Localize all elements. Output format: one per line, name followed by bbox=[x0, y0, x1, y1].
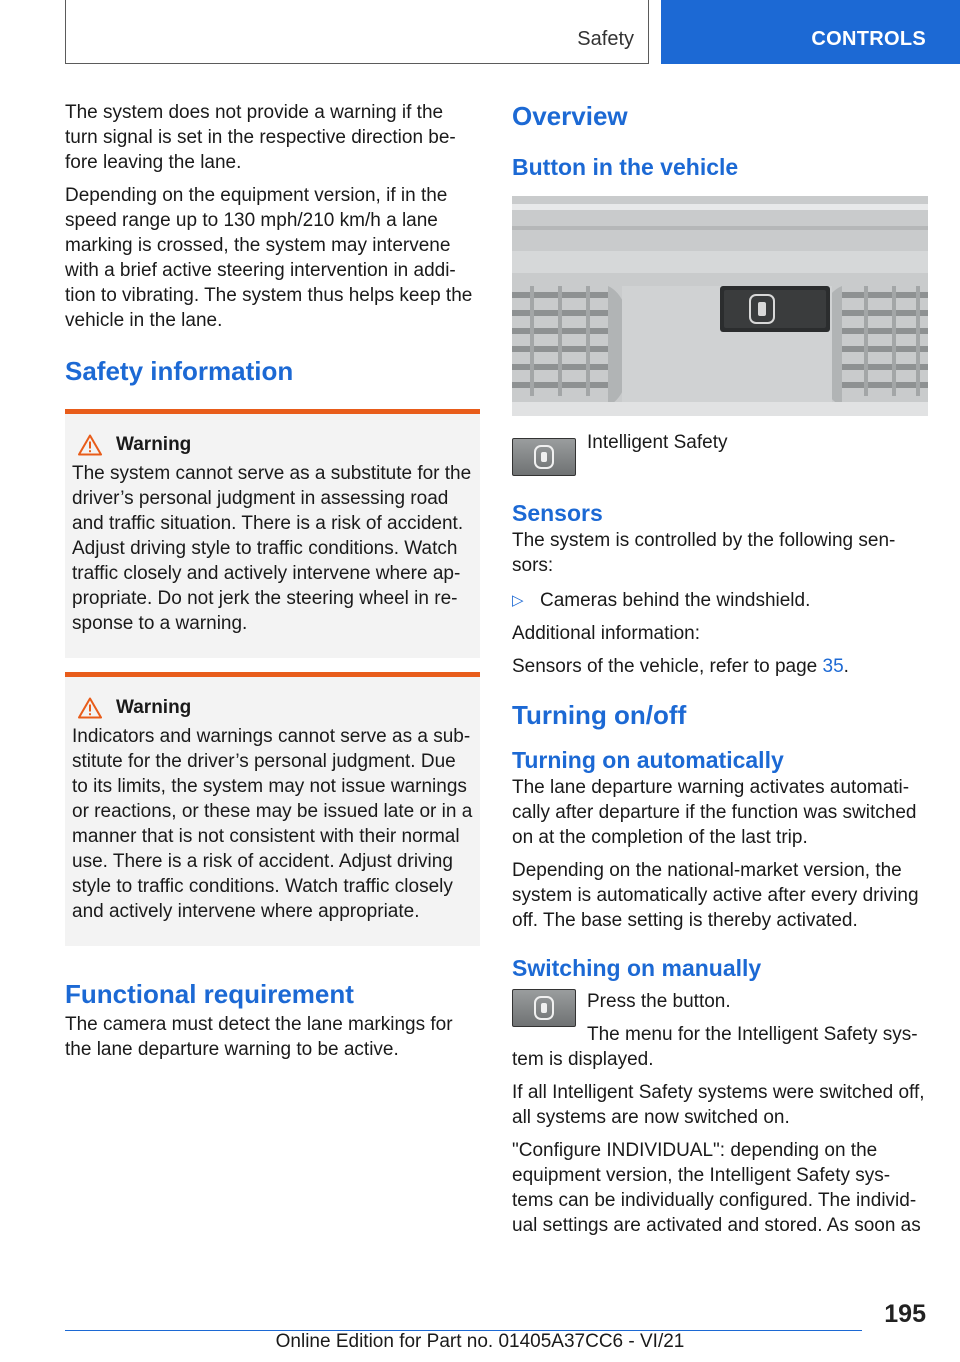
sensors-bullet-text: Cameras behind the windshield. bbox=[540, 590, 811, 611]
header-section-title: Safety bbox=[577, 28, 634, 50]
sensors-reference bbox=[512, 654, 928, 679]
additional-information-label: Additional information: bbox=[512, 623, 700, 644]
intelligent-safety-caption: Intelligent Safety bbox=[587, 432, 728, 453]
menu-displayed-text-a: The menu for the Intelligent Safety sys‐ bbox=[587, 1024, 918, 1045]
warning-title-text: Warning bbox=[116, 697, 192, 718]
functional-requirement-heading: Functional requirement bbox=[65, 979, 354, 1009]
page-number: 195 bbox=[884, 1300, 926, 1328]
intelligent-safety-legend bbox=[512, 434, 928, 476]
warning-text: The system cannot serve as a substitute for the driver’s personal judgment in assessing road and traffic situation. There is a risk of accident. Adjust driving style to traffic conditions. Watch traffic closely and actively intervene where ap‐propriate. Do not jerk the steering wheel in re‐sponse to a warning. bbox=[72, 463, 472, 634]
header-chapter-tab[interactable]: CONTROLS bbox=[661, 0, 960, 64]
sensors-reference-end: . bbox=[843, 656, 849, 677]
intelligent-safety-icon bbox=[512, 438, 576, 476]
manual-paragraph-2: "Configure INDIVIDUAL": depending on the equipment version, the Intelligent Safety sys‐tems can be individually configured. The individ‐ual settings are activated and stored. As soon as bbox=[512, 1140, 921, 1236]
page-reference-link[interactable]: 35 bbox=[822, 656, 844, 677]
intro-paragraph-1: The system does not provide a warning if the turn signal is set in the respective direction be‐fore leaving the lane. bbox=[65, 102, 456, 173]
overview-heading: Overview bbox=[512, 101, 628, 131]
sensors-heading: Sensors bbox=[512, 500, 603, 526]
warning-title bbox=[72, 434, 474, 456]
warning-triangle-icon bbox=[78, 697, 102, 719]
triangle-bullet-icon: ▷ bbox=[512, 592, 524, 609]
intro-paragraph-2: Depending on the equipment version, if in the speed range up to 130 mph/210 km/h a lane marking is crossed, the system may intervene with a brief active steering intervention in addi‐tion to vibrating. The system thus helps keep the vehicle in the lane. bbox=[65, 185, 473, 331]
warning-box-1 bbox=[65, 409, 480, 658]
press-button-row bbox=[512, 989, 928, 1047]
vehicle-button-photo bbox=[512, 196, 928, 416]
warning-text: Indicators and warnings cannot serve as a sub‐stitute for the driver’s personal judgment. Due to its limits, the system may not issue warnings or reactions, or these may be issued late or in a manner that is not consistent with their normal use. There is a risk of accident. Adjust driving style to traffic conditions. Watch traffic closely and actively intervene where appropriate. bbox=[72, 726, 473, 922]
warning-triangle-icon bbox=[78, 434, 102, 456]
sensors-text: The system is controlled by the following sen‐sors: bbox=[512, 530, 896, 576]
right-column bbox=[512, 100, 928, 1246]
footer-edition: Online Edition for Part no. 01405A37CC6 - VI/21 bbox=[275, 1331, 685, 1352]
list-item bbox=[512, 588, 928, 613]
turning-on-off-heading: Turning on/off bbox=[512, 700, 687, 730]
press-button-texts bbox=[587, 989, 918, 1047]
auto-paragraph-2: Depending on the national-market version, the system is automatically active after every driving off. The base setting is thereby activated. bbox=[512, 860, 919, 931]
sensors-reference-text: Sensors of the vehicle, refer to page bbox=[512, 656, 823, 677]
button-in-vehicle-heading: Button in the vehicle bbox=[512, 154, 739, 180]
turning-on-automatically-heading: Turning on automatically bbox=[512, 747, 784, 773]
press-button-text: Press the button. bbox=[587, 991, 731, 1012]
functional-requirement-text: The camera must detect the lane markings for the lane departure warning to be active. bbox=[65, 1014, 453, 1060]
manual-paragraph-1: If all Intelligent Safety systems were switched off, all systems are now switched on. bbox=[512, 1082, 925, 1128]
warning-title bbox=[72, 697, 474, 719]
auto-paragraph-1: The lane departure warning activates automati‐cally after departure if the function was switched on at the completion of the last trip. bbox=[512, 777, 917, 848]
left-column bbox=[65, 100, 480, 1070]
warning-title-text: Warning bbox=[116, 434, 192, 455]
switching-on-manually-heading: Switching on manually bbox=[512, 955, 762, 981]
dashboard-illustration bbox=[512, 196, 928, 416]
warning-box-2 bbox=[65, 672, 480, 946]
intelligent-safety-icon bbox=[512, 989, 576, 1027]
header-frame bbox=[65, 0, 649, 64]
safety-information-heading: Safety information bbox=[65, 356, 294, 386]
menu-displayed-text-b: tem is displayed. bbox=[512, 1049, 654, 1070]
